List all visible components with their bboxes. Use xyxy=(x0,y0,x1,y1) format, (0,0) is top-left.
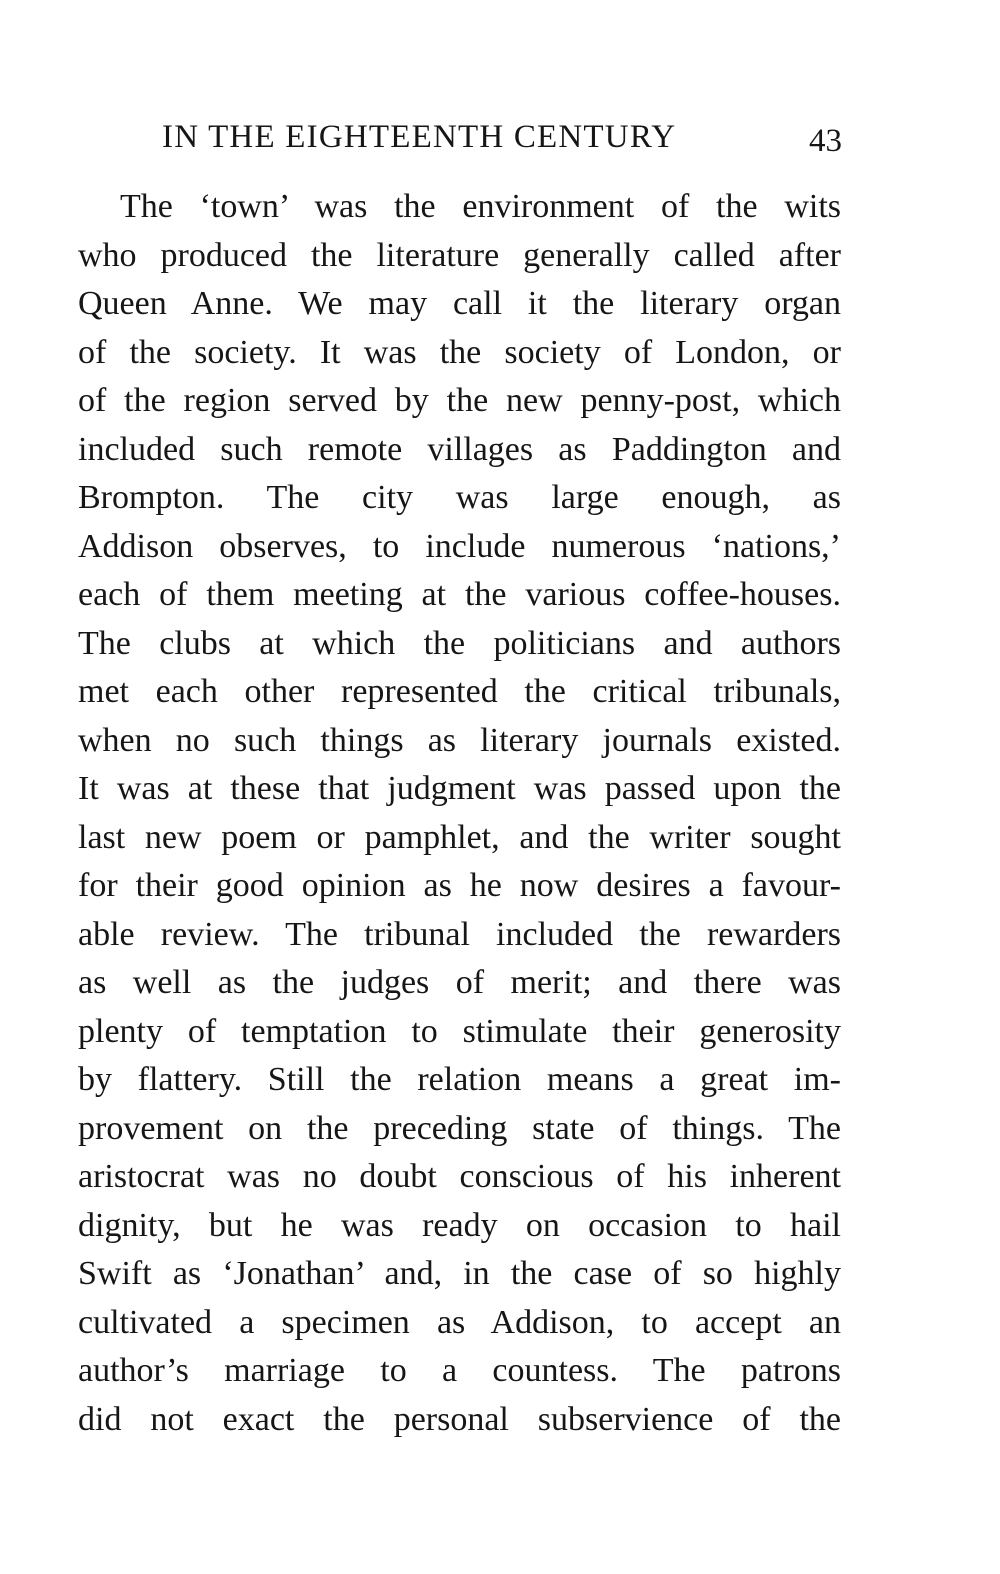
text-line: of the region served by the new penny-post, which xyxy=(78,382,841,419)
text-line: The clubs at which the politicians and authors xyxy=(78,624,841,662)
running-head xyxy=(78,112,842,162)
text-line: author’s marriage to a countess. The patrons xyxy=(78,1352,841,1389)
text-line: The ‘town’ was the environment of the wits xyxy=(120,188,841,225)
text-line: cultivated a specimen as Addison, to accept an xyxy=(78,1303,841,1341)
text-line: provement on the preceding state of things. The xyxy=(78,1109,841,1147)
text-line: It was at these that judgment was passed upon the xyxy=(78,770,841,807)
text-line: when no such things as literary journals existed. xyxy=(78,721,841,759)
text-line: Queen Anne. We may call it the literary organ xyxy=(78,285,841,322)
text-line: Swift as ‘Jonathan’ and, in the case of so highly xyxy=(78,1255,841,1292)
text-line: able review. The tribunal included the rewarders xyxy=(78,915,841,953)
body-paragraph xyxy=(78,183,841,1444)
text-line: met each other represented the critical tribunals, xyxy=(78,673,841,710)
text-line: by flattery. Still the relation means a great im- xyxy=(78,1061,841,1098)
text-line: aristocrat was no doubt conscious of his inherent xyxy=(78,1158,841,1195)
text-line: for their good opinion as he now desires a favour- xyxy=(78,867,841,904)
text-line: included such remote villages as Paddington and xyxy=(78,430,841,468)
text-line: dignity, but he was ready on occasion to hail xyxy=(78,1206,841,1244)
text-line: of the society. It was the society of London, or xyxy=(78,333,841,371)
text-line: last new poem or pamphlet, and the writer sought xyxy=(78,818,841,856)
text-line: Brompton. The city was large enough, as xyxy=(78,479,841,516)
text-line: plenty of temptation to stimulate their generosity xyxy=(78,1012,841,1050)
page-number: 43 xyxy=(809,123,842,159)
text-line: who produced the literature generally called after xyxy=(78,236,841,274)
text-line: as well as the judges of merit; and there was xyxy=(78,964,841,1001)
text-line: Addison observes, to include numerous ‘nations,’ xyxy=(78,527,841,565)
text-line: did not exact the personal subservience of the xyxy=(78,1400,841,1438)
text-line: each of them meeting at the various coffee-houses. xyxy=(78,576,841,613)
running-head-title: IN THE EIGHTEENTH CENTURY xyxy=(162,119,677,155)
